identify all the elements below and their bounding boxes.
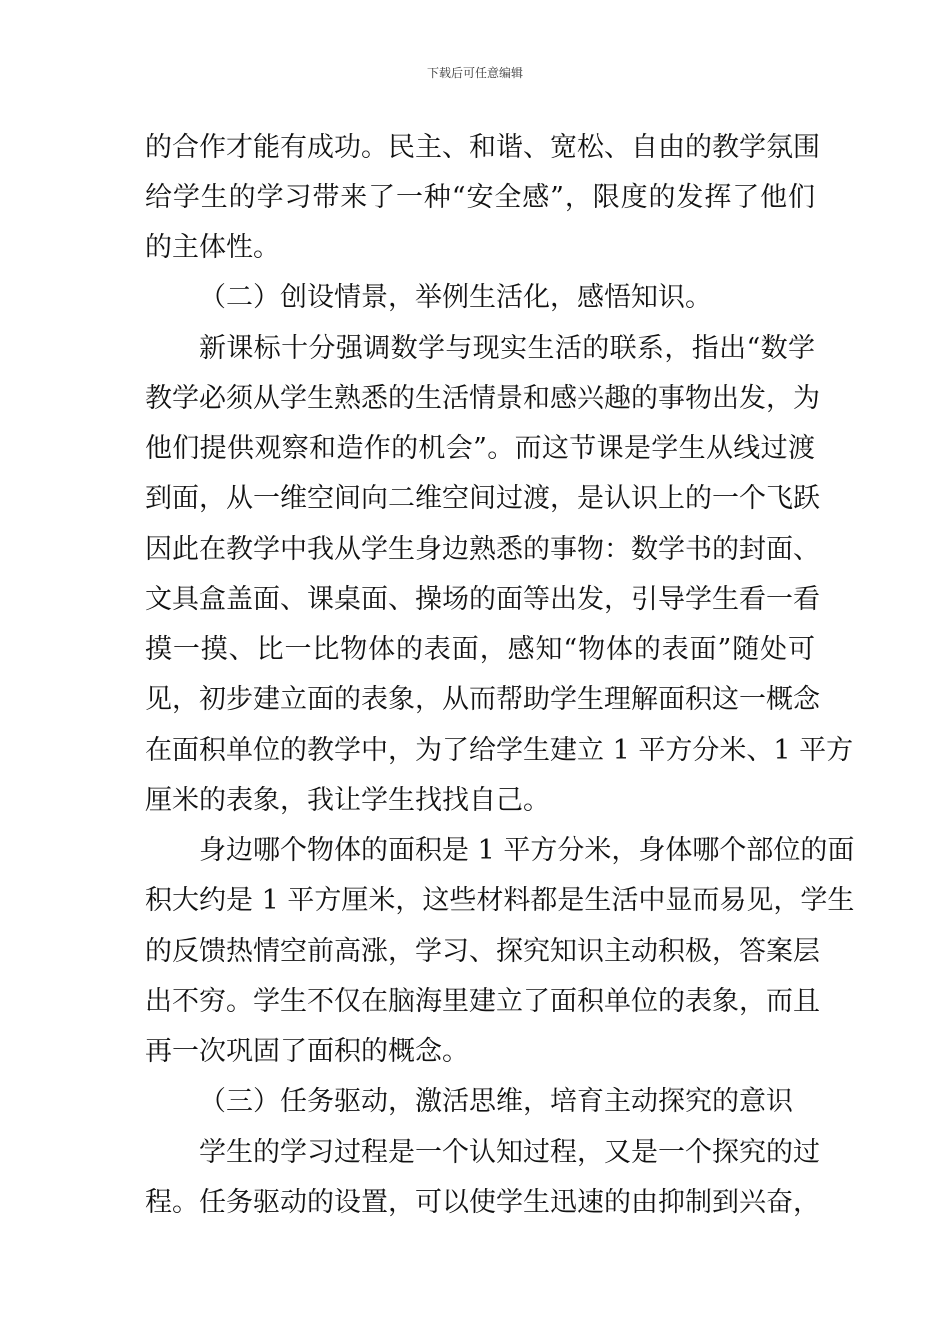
text-line: 给学生的学习带来了一种“安全感”，限度的发挥了他们 <box>145 182 815 213</box>
page-header: 下载后可任意编辑 <box>426 66 523 80</box>
text-line: 身边哪个物体的面积是 1 平方分米，身体哪个部位的面 <box>199 835 855 866</box>
text-line: 学生的学习过程是一个认知过程，又是一个探究的过 <box>199 1137 820 1168</box>
text-line: 新课标十分强调数学与现实生活的联系，指出“数学 <box>199 333 815 364</box>
text-line: 因此在教学中我从学生身边熟悉的事物：数学书的封面、 <box>145 534 820 565</box>
text-line: 的合作才能有成功。民主、和谐、宽松、自由的教学氛围 <box>145 132 820 163</box>
text-line: 教学必须从学生熟悉的生活情景和感兴趣的事物出发，为 <box>145 383 820 414</box>
text-line: 文具盒盖面、课桌面、操场的面等出发，引导学生看一看 <box>145 584 820 615</box>
text-line: 到面，从一维空间向二维空间过渡，是认识上的一个飞跃 <box>145 483 820 514</box>
text-line: 出不穷。学生不仅在脑海里建立了面积单位的表象，而且 <box>145 986 820 1017</box>
section-heading: （三）任务驱动，激活思维，培育主动探究的意识 <box>199 1086 793 1117</box>
text-line: 他们提供观察和造作的机会”。而这节课是学生从线过渡 <box>145 433 815 464</box>
text-line: 积大约是 1 平方厘米，这些材料都是生活中显而易见，学生 <box>145 885 855 916</box>
text-line: 的主体性。 <box>145 232 280 263</box>
section-heading: （二）创设情景，举例生活化，感悟知识。 <box>199 282 712 313</box>
text-line: 再一次巩固了面积的概念。 <box>145 1036 469 1067</box>
text-line: 的反馈热情空前高涨，学习、探究知识主动积极，答案层 <box>145 936 820 967</box>
text-line: 厘米的表象，我让学生找找自己。 <box>145 785 550 816</box>
text-line: 见，初步建立面的表象，从而帮助学生理解面积这一概念 <box>145 684 820 715</box>
text-line: 摸一摸、比一比物体的表面，感知“物体的表面”随处可 <box>145 634 815 665</box>
text-line: 在面积单位的教学中，为了给学生建立 1 平方分米、1 平方 <box>145 735 854 766</box>
text-line: 程。任务驱动的设置，可以使学生迅速的由抑制到兴奋， <box>145 1187 820 1218</box>
